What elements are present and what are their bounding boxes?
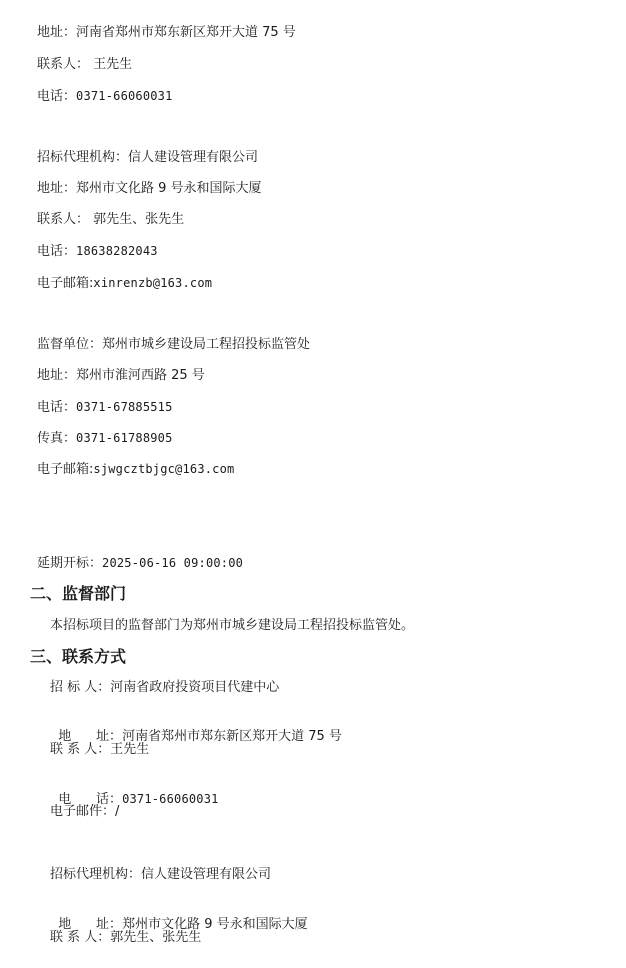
- deferred-opening-value: 2025-06-16 09:00:00: [102, 556, 244, 570]
- block1-phone: [37, 87, 173, 106]
- tenderer-row: [50, 679, 279, 697]
- email-label: 电子邮箱:: [37, 462, 94, 477]
- tenderer-value: 河南省政府投资项目代建中心: [110, 680, 280, 695]
- agency-address-value: 郑州市文化路 9 号永和国际大厦: [122, 917, 308, 932]
- phone-value: 0371-66060031: [122, 792, 219, 806]
- deferred-opening: [37, 554, 243, 573]
- tenderer-contact-row: [50, 741, 149, 759]
- block2-contact: 联系人： 郭先生、张先生: [37, 212, 185, 227]
- email-label: 电子邮件：: [50, 804, 116, 819]
- address-value: 河南省郑州市郑东新区郑开大道 75 号: [122, 729, 342, 744]
- section2-body: 本招标项目的监督部门为郑州市城乡建设局工程招投标监管处。: [50, 618, 415, 633]
- agency-contact-label: 联 系 人：: [50, 930, 111, 945]
- agency-contact-row: [50, 929, 201, 947]
- fax-value: 0371-61788905: [76, 431, 173, 445]
- section2-heading: 二、监督部门: [30, 584, 127, 603]
- block2-phone: [37, 242, 158, 261]
- block2-agency: 招标代理机构：信人建设管理有限公司: [37, 150, 259, 165]
- email-value: sjwgcztbjgc@163.com: [93, 462, 235, 476]
- deferred-opening-label: 延期开标：: [37, 556, 103, 571]
- agency-value: 信人建设管理有限公司: [141, 867, 272, 882]
- email-label: 电子邮箱:: [37, 276, 94, 291]
- block3-phone: [37, 398, 173, 417]
- block3-email: [37, 460, 234, 479]
- tenderer-label: 招 标 人：: [50, 680, 111, 695]
- block1-address: 地址：河南省郑州市郑东新区郑开大道 75 号: [37, 25, 296, 40]
- block3-unit: 监督单位：郑州市城乡建设局工程招投标监管处: [37, 337, 311, 352]
- phone-label: 电话：: [37, 89, 77, 104]
- address-label: 地 址：: [58, 729, 123, 744]
- block3-address: 地址：郑州市淮河西路 25 号: [37, 368, 205, 383]
- agency-address-label: 地 址：: [58, 917, 123, 932]
- block1-contact: 联系人： 王先生: [37, 57, 133, 72]
- email-value: /: [115, 804, 120, 819]
- block2-address: 地址：郑州市文化路 9 号永和国际大厦: [37, 181, 262, 196]
- agency-label: 招标代理机构：: [50, 867, 142, 882]
- tenderer-email-row: [50, 803, 119, 821]
- email-value: xinrenzb@163.com: [93, 276, 213, 290]
- contact-value: 王先生: [110, 742, 150, 757]
- block2-email: [37, 274, 212, 293]
- phone-value: 0371-66060031: [76, 89, 173, 103]
- contact-label: 联 系 人：: [50, 742, 111, 757]
- phone-value: 0371-67885515: [76, 400, 173, 414]
- fax-label: 传真：: [37, 431, 77, 446]
- block3-fax: [37, 429, 173, 448]
- phone-value: 18638282043: [76, 244, 158, 258]
- phone-label: 电 话：: [58, 792, 123, 807]
- phone-label: 电话：: [37, 400, 77, 415]
- section3-heading: 三、联系方式: [30, 647, 127, 666]
- agency-row: [50, 866, 271, 884]
- phone-label: 电话：: [37, 244, 77, 259]
- agency-contact-value: 郭先生、张先生: [110, 930, 202, 945]
